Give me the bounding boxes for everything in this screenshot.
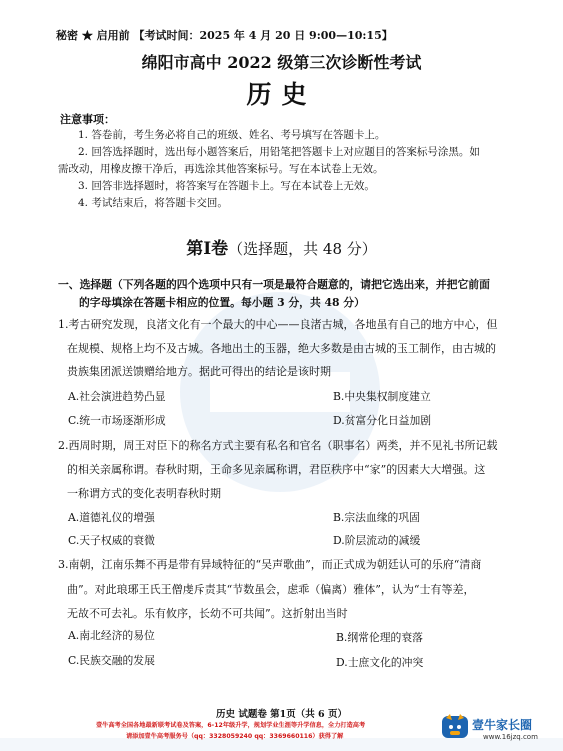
section-instruction: 一、选择题（下列各题的四个选项中只有一项是最符合题意的，请把它选出来，并把它前面 [58,278,490,291]
note-line: 4. 考试结束后，将答题卡交回。 [78,197,228,209]
question-1-line: 贵族集团派送馈赠给地方。据此可得出的结论是该时期 [67,365,331,378]
question-3-line: 曲”。对此琅琊王氏王僧虔斥责其“节数虽会，虑乖（偏离）雅体”，认为“士有等差， [67,583,475,596]
option-1c[interactable]: C.统一市场逐渐形成 [68,414,166,427]
volume-heading [0,234,563,259]
promo-line: 壹牛高考全国各地最新联考试卷及答案，6-12年级升学，规划学业生涯等升学信息，全力打造高考 [96,722,366,729]
question-1-line: 1.考古研究发现，良渚文化有一个最大的中心——良渚古城，各地虽有自己的地方中心，但 [58,318,498,331]
question-2-line: 的相关亲属称谓。春秋时期，王命多见亲属称谓，君臣秩序中“家”的因素大大增强。这 [67,463,486,476]
option-3a[interactable]: A.南北经济的易位 [68,629,155,642]
note-line: 1. 答卷前，考生务必将自己的班级、姓名、考号填写在答题卡上。 [78,129,386,141]
logo-name: 壹牛家长圈 [472,718,533,732]
promo-line: 请添加壹牛高考服务号（qq：3328059240 qq：3369660116）获得了解 [126,733,344,740]
option-2b[interactable]: B.宗法血缘的巩固 [333,511,420,524]
option-3d[interactable]: D.士庶文化的冲突 [336,656,424,669]
exam-header-line: 秘密 ★ 启用前 【考试时间：2025 年 4 月 20 日 9:00—10:15】 [56,29,393,42]
question-1-line: 在规模、规格上均不及古城。各地出土的玉器，绝大多数是由古城的玉工制作，由古城的 [67,342,496,355]
subject-title: 历史 [246,80,317,109]
note-line: 需改动，用橡皮擦干净后，再选涂其他答案标号。写在本试卷上无效。 [58,163,384,175]
volume-title: 第Ⅰ卷 [186,239,229,259]
option-2c[interactable]: C.天子权威的衰微 [68,534,155,547]
note-line: 2. 回答选择题时，选出每小题答案后，用铅笔把答题卡上对应题目的答案标号涂黑。如 [78,146,480,158]
question-3-line: 无故不可去礼。乐有攸序，长幼不可共闻”。这折射出当时 [67,607,348,620]
logo-url[interactable]: www.16jzq.com [483,733,538,741]
volume-subtitle: （选择题，共 48 分） [228,240,377,258]
option-1a[interactable]: A.社会演进趋势凸显 [68,390,166,403]
option-1b[interactable]: B.中央集权制度建立 [333,390,431,403]
ox-logo-icon [440,712,470,742]
option-2a[interactable]: A.道德礼仪的增强 [68,511,155,524]
note-line: 3. 回答非选择题时，将答案写在答题卡上。写在本试卷上无效。 [78,180,375,192]
option-3c[interactable]: C.民族交融的发展 [68,654,155,667]
question-3-line: 3.南朝，江南乐舞不再是带有异域特征的“吴声歌曲”，而正式成为朝廷认可的乐府“清商 [58,558,482,571]
option-3b[interactable]: B.纲常伦理的衰落 [336,631,423,644]
exam-title: 绵阳市高中 2022 级第三次诊断性考试 [141,53,422,72]
option-1d[interactable]: D.贫富分化日益加剧 [333,414,432,427]
question-2-line: 一称谓方式的变化表明春秋时期 [67,487,221,500]
section-instruction: 的字母填涂在答题卡相应的位置。每小题 3 分，共 48 分） [79,296,365,309]
notes-heading: 注意事项： [60,113,115,126]
option-2d[interactable]: D.阶层流动的减缓 [333,534,421,547]
page-footer: 历史 试题卷 第1页（共 6 页） [216,709,347,720]
question-2-line: 2.西周时期，周王对臣下的称名方式主要有私名和官名（职事名）两类，并不见礼书所记载 [58,439,498,452]
